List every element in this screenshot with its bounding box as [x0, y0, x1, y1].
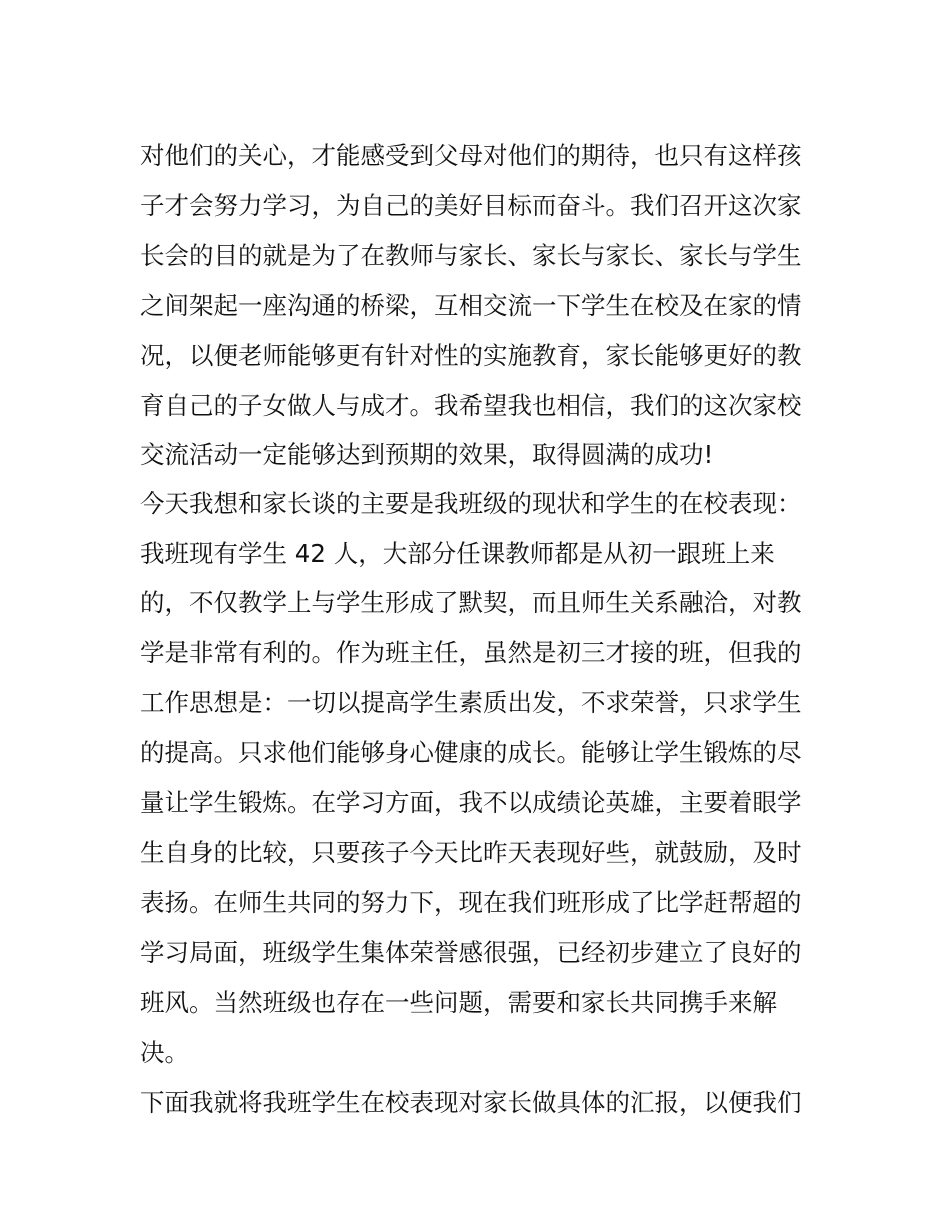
text-line: 的提高。只求他们能够身心健康的成长。能够让学生锻炼的尽: [140, 738, 802, 767]
text-line: 对他们的关心，才能感受到父母对他们的期待，也只有这样孩: [140, 141, 802, 170]
text-line: 我班现有学生 42 人，大部分任课教师都是从初一跟班上来: [140, 539, 775, 568]
text-line: 子才会努力学习，为自己的美好目标而奋斗。我们召开这次家: [140, 191, 802, 220]
text-line: 决。: [140, 1038, 189, 1067]
text-line: 生自身的比较，只要孩子今天比昨天表现好些，就鼓励，及时: [140, 838, 802, 867]
text-line: 之间架起一座沟通的桥梁，互相交流一下学生在校及在家的情: [140, 291, 802, 320]
text-line: 量让学生锻炼。在学习方面，我不以成绩论英雄，主要着眼学: [140, 788, 802, 817]
text-line: 学习局面，班级学生集体荣誉感很强，已经初步建立了良好的: [140, 938, 802, 967]
text-line: 表扬。在师生共同的努力下，现在我们班形成了比学赶帮超的: [140, 888, 802, 917]
text-line: 况，以便老师能够更有针对性的实施教育，家长能够更好的教: [140, 341, 802, 370]
text-line: 交流活动一定能够达到预期的效果，取得圆满的成功!: [140, 440, 714, 469]
text-line: 工作思想是：一切以提高学生素质出发，不求荣誉，只求学生: [140, 688, 802, 717]
text-line: 今天我想和家长谈的主要是我班级的现状和学生的在校表现：: [140, 489, 802, 518]
text-line: 的，不仅教学上与学生形成了默契，而且师生关系融洽，对教: [140, 588, 802, 617]
text-line: 长会的目的就是为了在教师与家长、家长与家长、家长与学生: [140, 241, 802, 270]
text-line: 班风。当然班级也存在一些问题，需要和家长共同携手来解: [140, 988, 777, 1017]
text-line: 下面我就将我班学生在校表现对家长做具体的汇报，以便我们: [140, 1088, 802, 1117]
text-line: 学是非常有利的。作为班主任，虽然是初三才接的班，但我的: [140, 638, 802, 667]
text-line: 育自己的子女做人与成才。我希望我也相信，我们的这次家校: [140, 391, 802, 420]
